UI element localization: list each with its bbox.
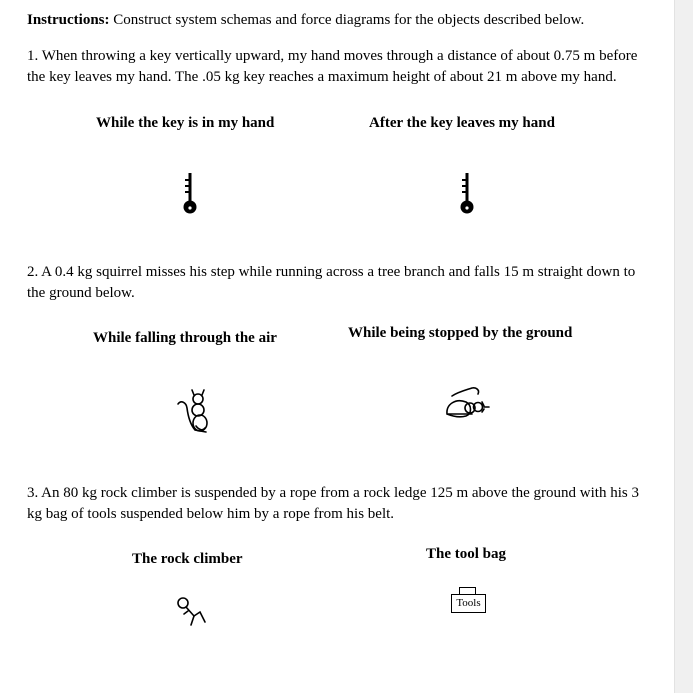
tool-bag-label: Tools [451,594,486,613]
problem-3-left-label: The rock climber [132,551,243,567]
problem-1-left-label: While the key is in my hand [96,115,275,131]
tool-bag-icon [451,587,486,614]
problem-2-text: 2. A 0.4 kg squirrel misses his step while running across a tree branch and falls 15 m straight down to the ground below. [27,264,636,301]
instructions [27,10,642,31]
tool-bag-handle [459,587,476,594]
problem-3-right-label: The tool bag [426,546,507,562]
problem-2-right-label: While being stopped by the ground [348,325,573,341]
squirrel-landed-icon [444,382,496,422]
problem-3-text: 3. An 80 kg rock climber is suspended by a rope from a rock ledge 125 m above the ground with his 3 kg bag of tools suspended below him by a rope from his belt. [27,485,639,522]
key-icon [457,172,477,216]
problem-2-left-label: While falling through the air [93,330,277,346]
problem-1-right-label: After the key leaves my hand [369,115,555,131]
instructions-heading: Instructions: [27,12,110,28]
rock-climber-icon [174,594,210,630]
key-icon [180,172,200,216]
problem-1-text: 1. When throwing a key vertically upward, my hand moves through a distance of about 0.75 m before the key leaves my hand. The .05 kg key reaches a maximum height of about 21 m above my hand. [27,48,638,85]
instructions-text: Construct system schemas and force diagrams for the objects described below. [109,12,585,28]
scrollbar-track[interactable] [674,0,693,693]
squirrel-falling-icon [172,386,216,436]
